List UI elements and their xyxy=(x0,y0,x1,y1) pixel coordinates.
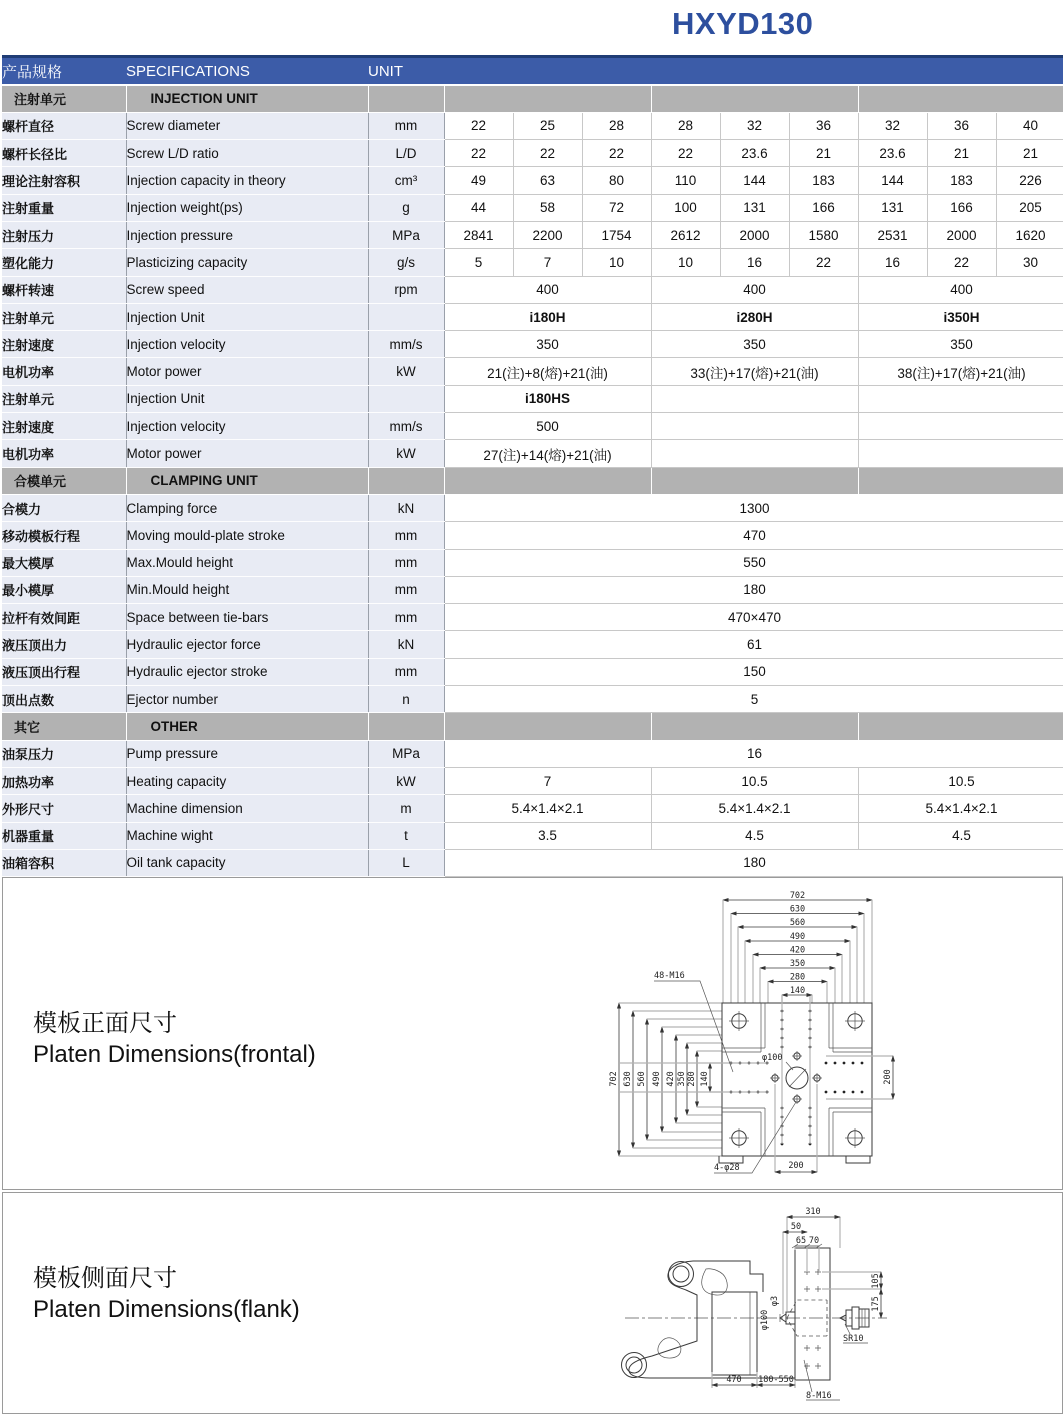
dim-left-label: 140 xyxy=(700,1071,710,1087)
row-unit: mm xyxy=(368,522,444,549)
row-label-en: Screw speed xyxy=(126,276,368,303)
value-cell: 30 xyxy=(996,249,1063,276)
section-label-en: INJECTION UNIT xyxy=(126,85,368,112)
value-cell: 2612 xyxy=(651,221,720,248)
row-label-cn: 电机功率 xyxy=(2,358,126,385)
row-unit: g xyxy=(368,194,444,221)
value-cell: 80 xyxy=(582,167,651,194)
row-label-en: Max.Mould height xyxy=(126,549,368,576)
table-row xyxy=(2,140,1063,167)
value-cell-group: 350 xyxy=(651,331,858,358)
table-row xyxy=(2,631,1063,658)
value-cell-group: 27(注)+14(熔)+21(油) xyxy=(444,440,651,467)
table-row xyxy=(2,604,1063,631)
value-cell: 36 xyxy=(927,112,996,139)
section-header-row xyxy=(2,713,1063,740)
row-unit: g/s xyxy=(368,249,444,276)
value-cell: 2531 xyxy=(858,221,927,248)
row-label-en: Injection pressure xyxy=(126,221,368,248)
row-unit: kW xyxy=(368,440,444,467)
dim-left-label: 490 xyxy=(652,1071,662,1087)
value-cell-group: 10.5 xyxy=(858,767,1063,794)
row-label-en: Injection velocity xyxy=(126,331,368,358)
table-row xyxy=(2,849,1063,876)
table-row xyxy=(2,303,1063,330)
section-value-cell xyxy=(444,713,651,740)
value-cell: 32 xyxy=(858,112,927,139)
section-unit-cell xyxy=(368,467,444,494)
section-label-cn: 注射单元 xyxy=(2,85,126,112)
value-cell-group: 350 xyxy=(444,331,651,358)
value-cell: 131 xyxy=(858,194,927,221)
bolt-cross-mark xyxy=(815,1345,821,1351)
bolt-hole-dot xyxy=(843,1091,846,1094)
dim-left-label: 560 xyxy=(637,1071,647,1087)
value-cell: 1580 xyxy=(789,221,858,248)
value-cell: 22 xyxy=(927,249,996,276)
value-cell-full: 61 xyxy=(444,631,1063,658)
section-label-cn: 其它 xyxy=(2,713,126,740)
value-cell: 28 xyxy=(651,112,720,139)
dim-top-label: 490 xyxy=(789,932,806,942)
section-value-cell xyxy=(444,85,651,112)
row-label-en: Machine wight xyxy=(126,822,368,849)
value-cell: 2000 xyxy=(720,221,789,248)
header-product-spec: 产品规格 xyxy=(2,57,126,86)
dim-left-label: 350 xyxy=(677,1071,687,1087)
table-row xyxy=(2,522,1063,549)
value-cell: 58 xyxy=(513,194,582,221)
value-cell-group: i180HS xyxy=(444,385,651,412)
nozzle-hole-label: φ3 xyxy=(770,1295,780,1307)
row-unit: rpm xyxy=(368,276,444,303)
row-label-en: Plasticizing capacity xyxy=(126,249,368,276)
value-cell-group: 400 xyxy=(651,276,858,303)
row-label-cn: 液压顶出力 xyxy=(2,631,126,658)
section-value-cell xyxy=(858,713,1063,740)
row-unit: t xyxy=(368,822,444,849)
row-label-en: Injection velocity xyxy=(126,413,368,440)
row-unit: L/D xyxy=(368,140,444,167)
value-cell: 144 xyxy=(858,167,927,194)
value-cell-group xyxy=(858,440,1063,467)
frontal-label-en: Platen Dimensions(frontal) xyxy=(33,1041,316,1068)
row-label-cn: 油箱容积 xyxy=(2,849,126,876)
table-row xyxy=(2,658,1063,685)
locating-ring-label: φ100 xyxy=(760,1309,770,1331)
dim-top-label: 280 xyxy=(789,972,806,983)
row-label-cn: 螺杆直径 xyxy=(2,112,126,139)
row-unit: cm³ xyxy=(368,167,444,194)
table-row xyxy=(2,686,1063,713)
dim-top-label: 420 xyxy=(789,945,806,956)
dim-175: 175 xyxy=(871,1296,881,1312)
value-cell: 23.6 xyxy=(858,140,927,167)
section-value-cell xyxy=(858,85,1063,112)
row-label-cn: 注射速度 xyxy=(2,413,126,440)
table-row xyxy=(2,194,1063,221)
value-cell: 22 xyxy=(513,140,582,167)
table-row xyxy=(2,576,1063,603)
bolt-holes-label: 48-M16 xyxy=(654,971,685,981)
value-cell: 22 xyxy=(444,140,513,167)
value-cell: 36 xyxy=(789,112,858,139)
value-cell-group xyxy=(651,413,858,440)
row-unit: L xyxy=(368,849,444,876)
table-row xyxy=(2,440,1063,467)
dim-70: 70 xyxy=(808,1236,820,1246)
dim-105: 105 xyxy=(871,1273,881,1289)
row-label-en: Machine dimension xyxy=(126,795,368,822)
value-cell-group: 3.5 xyxy=(444,822,651,849)
value-cell: 144 xyxy=(720,167,789,194)
row-label-cn: 螺杆长径比 xyxy=(2,140,126,167)
frontal-drawing-label xyxy=(33,1008,316,1070)
dim-top-label: 140 xyxy=(789,986,806,996)
row-label-cn: 外形尺寸 xyxy=(2,795,126,822)
row-unit: m xyxy=(368,795,444,822)
table-row xyxy=(2,167,1063,194)
table-row xyxy=(2,112,1063,139)
value-cell-full: 150 xyxy=(444,658,1063,685)
section-value-cell xyxy=(651,467,858,494)
row-label-en: Moving mould-plate stroke xyxy=(126,522,368,549)
bolt-hole-dot xyxy=(852,1091,855,1094)
ejector-holes-label: 4-φ28 xyxy=(714,1163,740,1173)
value-cell-group: 5.4×1.4×2.1 xyxy=(858,795,1063,822)
bolt-cross-mark xyxy=(815,1286,821,1292)
row-label-cn: 最小模厚 xyxy=(2,576,126,603)
row-label-cn: 顶出点数 xyxy=(2,686,126,713)
value-cell: 21 xyxy=(789,140,858,167)
flank-platen-drawing xyxy=(600,1196,1063,1412)
row-unit: mm xyxy=(368,658,444,685)
value-cell: 166 xyxy=(789,194,858,221)
value-cell: 7 xyxy=(513,249,582,276)
table-row xyxy=(2,549,1063,576)
flank-bolt-holes-label: 8-M16 xyxy=(806,1391,832,1401)
value-cell: 22 xyxy=(789,249,858,276)
value-cell: 131 xyxy=(720,194,789,221)
tie-bar-holes xyxy=(729,1011,865,1148)
row-label-en: Injection Unit xyxy=(126,385,368,412)
value-cell-group: 4.5 xyxy=(858,822,1063,849)
row-unit: mm xyxy=(368,112,444,139)
value-cell: 2000 xyxy=(927,221,996,248)
header-values xyxy=(444,57,1063,86)
table-row xyxy=(2,494,1063,521)
value-cell: 183 xyxy=(789,167,858,194)
row-label-en: Min.Mould height xyxy=(126,576,368,603)
table-header-row xyxy=(2,57,1063,86)
table-row xyxy=(2,822,1063,849)
row-label-en: Hydraulic ejector force xyxy=(126,631,368,658)
value-cell: 49 xyxy=(444,167,513,194)
bolt-hole-dot xyxy=(825,1091,828,1094)
row-label-cn: 液压顶出行程 xyxy=(2,658,126,685)
row-label-en: Oil tank capacity xyxy=(126,849,368,876)
section-label-en: CLAMPING UNIT xyxy=(126,467,368,494)
row-label-cn: 机器重量 xyxy=(2,822,126,849)
bolt-cross-mark xyxy=(815,1269,821,1275)
bolt-hole-dot xyxy=(843,1062,846,1065)
value-cell-full: 5 xyxy=(444,686,1063,713)
table-row xyxy=(2,740,1063,767)
flank-label-en: Platen Dimensions(flank) xyxy=(33,1296,300,1323)
value-cell-full: 180 xyxy=(444,576,1063,603)
table-row xyxy=(2,221,1063,248)
value-cell: 1620 xyxy=(996,221,1063,248)
table-row xyxy=(2,358,1063,385)
bolt-hole-dot xyxy=(852,1062,855,1065)
value-cell-group: 4.5 xyxy=(651,822,858,849)
spec-table xyxy=(2,55,1063,877)
row-label-en: Hydraulic ejector stroke xyxy=(126,658,368,685)
value-cell: 205 xyxy=(996,194,1063,221)
row-label-cn: 注射重量 xyxy=(2,194,126,221)
row-unit: MPa xyxy=(368,740,444,767)
dim-310: 310 xyxy=(805,1207,821,1217)
value-cell-group: i180H xyxy=(444,303,651,330)
flank-drawing-label xyxy=(33,1263,300,1325)
section-unit-cell xyxy=(368,85,444,112)
row-label-en: Motor power xyxy=(126,358,368,385)
section-unit-cell xyxy=(368,713,444,740)
dim-50: 50 xyxy=(790,1222,802,1232)
value-cell: 166 xyxy=(927,194,996,221)
row-label-cn: 加热功率 xyxy=(2,767,126,794)
dim-left-label: 630 xyxy=(623,1071,633,1087)
value-cell: 16 xyxy=(720,249,789,276)
bolt-hole-dot xyxy=(825,1062,828,1065)
dim-top-label: 560 xyxy=(789,918,806,928)
value-cell: 44 xyxy=(444,194,513,221)
value-cell: 40 xyxy=(996,112,1063,139)
value-cell-group: 10.5 xyxy=(651,767,858,794)
section-label-en: OTHER xyxy=(126,713,368,740)
value-cell-group xyxy=(651,385,858,412)
row-label-en: Pump pressure xyxy=(126,740,368,767)
value-cell: 110 xyxy=(651,167,720,194)
section-value-cell xyxy=(651,85,858,112)
row-label-en: Ejector number xyxy=(126,686,368,713)
value-cell-group: i350H xyxy=(858,303,1063,330)
value-cell: 5 xyxy=(444,249,513,276)
header-unit: UNIT xyxy=(368,57,444,86)
value-cell: 23.6 xyxy=(720,140,789,167)
dim-bottom-200: 200 xyxy=(788,1161,804,1171)
row-label-cn: 注射压力 xyxy=(2,221,126,248)
bolt-hole-dot xyxy=(861,1062,864,1065)
row-label-cn: 最大模厚 xyxy=(2,549,126,576)
bolt-cross-mark xyxy=(804,1345,810,1351)
value-cell-group: 33(注)+17(熔)+21(油) xyxy=(651,358,858,385)
table-row xyxy=(2,385,1063,412)
row-label-en: Motor power xyxy=(126,440,368,467)
value-cell-group: 400 xyxy=(858,276,1063,303)
value-cell: 21 xyxy=(996,140,1063,167)
value-cell: 16 xyxy=(858,249,927,276)
row-label-en: Space between tie-bars xyxy=(126,604,368,631)
bolt-cross-mark xyxy=(804,1286,810,1292)
row-label-en: Injection capacity in theory xyxy=(126,167,368,194)
section-header-row xyxy=(2,467,1063,494)
dim-right-200: 200 xyxy=(883,1069,893,1085)
value-cell-group xyxy=(858,413,1063,440)
bolt-hole-dot xyxy=(861,1091,864,1094)
row-unit: kW xyxy=(368,358,444,385)
center-hole-label: φ100 xyxy=(762,1053,783,1063)
value-cell-group: 5.4×1.4×2.1 xyxy=(444,795,651,822)
value-cell-group: 7 xyxy=(444,767,651,794)
row-unit: kN xyxy=(368,494,444,521)
dim-top-label: 630 xyxy=(789,904,806,915)
row-label-cn: 拉杆有效间距 xyxy=(2,604,126,631)
page-title: HXYD130 xyxy=(672,6,814,41)
table-row xyxy=(2,276,1063,303)
section-value-cell xyxy=(858,467,1063,494)
spec-table-body xyxy=(2,85,1063,877)
value-cell: 63 xyxy=(513,167,582,194)
value-cell: 22 xyxy=(444,112,513,139)
section-label-cn: 合模单元 xyxy=(2,467,126,494)
row-label-cn: 注射速度 xyxy=(2,331,126,358)
table-row xyxy=(2,331,1063,358)
row-label-cn: 塑化能力 xyxy=(2,249,126,276)
value-cell: 1754 xyxy=(582,221,651,248)
value-cell-full: 550 xyxy=(444,549,1063,576)
table-row xyxy=(2,767,1063,794)
row-unit: mm xyxy=(368,549,444,576)
row-label-cn: 螺杆转速 xyxy=(2,276,126,303)
section-value-cell xyxy=(444,467,651,494)
value-cell: 22 xyxy=(582,140,651,167)
row-unit: kW xyxy=(368,767,444,794)
value-cell-full: 470 xyxy=(444,522,1063,549)
table-row xyxy=(2,413,1063,440)
flank-label-cn: 模板侧面尺寸 xyxy=(33,1265,177,1292)
row-unit: n xyxy=(368,686,444,713)
frontal-label-cn: 模板正面尺寸 xyxy=(33,1010,177,1037)
row-label-en: Clamping force xyxy=(126,494,368,521)
row-label-cn: 油泵压力 xyxy=(2,740,126,767)
row-unit: mm/s xyxy=(368,413,444,440)
dim-left-label: 420 xyxy=(666,1071,676,1087)
value-cell: 183 xyxy=(927,167,996,194)
fixed-platen xyxy=(795,1248,830,1380)
value-cell-group xyxy=(858,385,1063,412)
dim-left-label: 702 xyxy=(609,1071,619,1087)
section-header-row xyxy=(2,85,1063,112)
value-cell-full: 180 xyxy=(444,849,1063,876)
row-label-en: Heating capacity xyxy=(126,767,368,794)
value-cell-group: 350 xyxy=(858,331,1063,358)
section-value-cell xyxy=(651,713,858,740)
value-cell: 25 xyxy=(513,112,582,139)
row-unit: mm xyxy=(368,576,444,603)
row-unit xyxy=(368,303,444,330)
header-specifications: SPECIFICATIONS xyxy=(126,57,368,86)
value-cell: 28 xyxy=(582,112,651,139)
row-unit: kN xyxy=(368,631,444,658)
value-cell: 22 xyxy=(651,140,720,167)
dim-470: 470 xyxy=(726,1375,742,1385)
bolt-hole-dot xyxy=(834,1062,837,1065)
table-row xyxy=(2,249,1063,276)
row-unit: mm/s xyxy=(368,331,444,358)
row-label-en: Screw diameter xyxy=(126,112,368,139)
frontal-platen-drawing xyxy=(600,880,1063,1188)
value-cell-group: 5.4×1.4×2.1 xyxy=(651,795,858,822)
row-unit: mm xyxy=(368,604,444,631)
value-cell-group: 38(注)+17(熔)+21(油) xyxy=(858,358,1063,385)
value-cell-group: 500 xyxy=(444,413,651,440)
dim-mould-height: 180-550 xyxy=(758,1375,794,1385)
row-label-cn: 理论注射容积 xyxy=(2,167,126,194)
value-cell-full: 470×470 xyxy=(444,604,1063,631)
row-label-cn: 注射单元 xyxy=(2,303,126,330)
value-cell: 72 xyxy=(582,194,651,221)
row-label-cn: 电机功率 xyxy=(2,440,126,467)
dim-65: 65 xyxy=(795,1236,807,1246)
value-cell: 10 xyxy=(651,249,720,276)
value-cell-full: 16 xyxy=(444,740,1063,767)
row-unit xyxy=(368,385,444,412)
row-label-cn: 合模力 xyxy=(2,494,126,521)
dim-top-label: 350 xyxy=(789,959,806,969)
value-cell-full: 1300 xyxy=(444,494,1063,521)
nozzle-radius-label: SR10 xyxy=(843,1334,864,1344)
row-label-en: Injection weight(ps) xyxy=(126,194,368,221)
dim-left-label: 280 xyxy=(687,1071,697,1087)
value-cell: 32 xyxy=(720,112,789,139)
row-label-cn: 注射单元 xyxy=(2,385,126,412)
value-cell-group: i280H xyxy=(651,303,858,330)
value-cell-group: 400 xyxy=(444,276,651,303)
value-cell: 100 xyxy=(651,194,720,221)
row-unit: MPa xyxy=(368,221,444,248)
row-label-en: Screw L/D ratio xyxy=(126,140,368,167)
value-cell: 226 xyxy=(996,167,1063,194)
value-cell: 21 xyxy=(927,140,996,167)
value-cell-group xyxy=(651,440,858,467)
value-cell: 2200 xyxy=(513,221,582,248)
row-label-en: Injection Unit xyxy=(126,303,368,330)
platen-bolt-marks xyxy=(804,1269,821,1369)
bolt-hole-dot xyxy=(834,1091,837,1094)
dim-top-label: 702 xyxy=(789,891,806,901)
table-row xyxy=(2,795,1063,822)
value-cell-group: 21(注)+8(熔)+21(油) xyxy=(444,358,651,385)
value-cell: 2841 xyxy=(444,221,513,248)
center-hole-leader xyxy=(786,1062,793,1070)
value-cell: 10 xyxy=(582,249,651,276)
row-label-cn: 移动模板行程 xyxy=(2,522,126,549)
bolt-cross-mark xyxy=(815,1363,821,1369)
